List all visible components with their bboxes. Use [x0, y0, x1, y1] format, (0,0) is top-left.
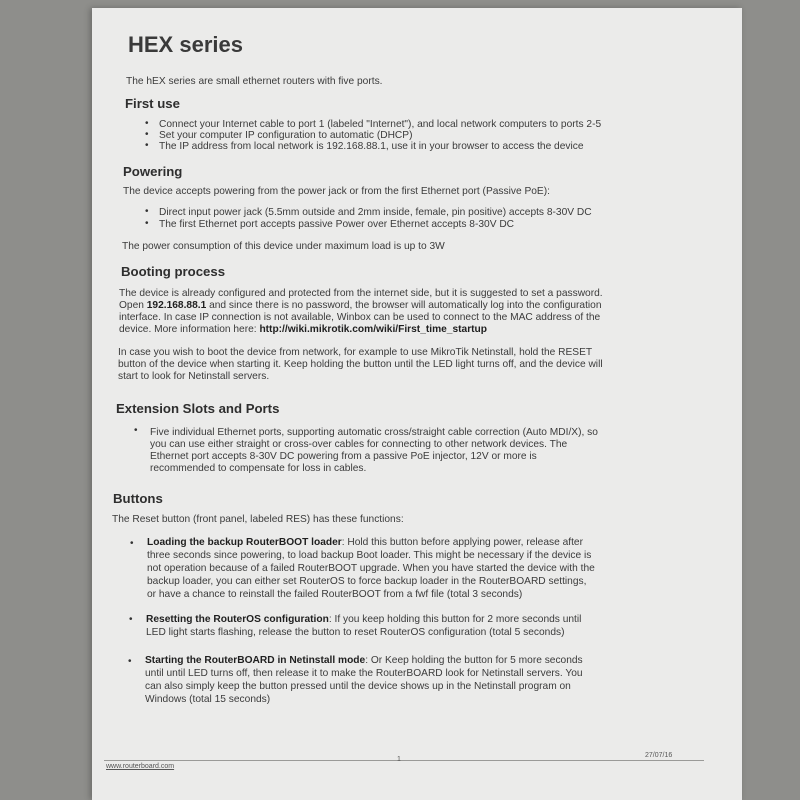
button-function-line: not operation because of a failed RouterBOOT upgrade. When you have started the device with the	[147, 563, 595, 574]
booting-line: device. More information here: http://wiki.mikrotik.com/wiki/First_time_startup	[119, 324, 488, 335]
extension-line: Five individual Ethernet ports, supporting automatic cross/straight cable correction (Auto MDI/X), so	[150, 427, 598, 438]
booting-line: In case you wish to boot the device from network, for example to use MikroTik Netinstall, hold the RESET	[118, 347, 593, 358]
button-function-line: Windows (total 15 seconds)	[145, 694, 271, 705]
button-function-line: Resetting the RouterOS configuration: If you keep holding this button for 2 more seconds until	[146, 614, 582, 625]
extension-line: recommended to compensate for loss in cables.	[150, 463, 367, 474]
bullet-icon: •	[129, 614, 133, 625]
button-function-line: LED light starts flashing, release the button to reset RouterOS configuration (total 5 seconds)	[146, 627, 565, 638]
footer-site: www.routerboard.com	[106, 763, 175, 770]
powering-heading: Powering	[123, 164, 183, 179]
button-function-line: or have a chance to reinstall the failed RouterBOOT from a fwf file (total 3 seconds)	[147, 589, 523, 600]
first-use-bullet: Set your computer IP configuration to automatic (DHCP)	[159, 130, 413, 141]
bullet-icon: •	[145, 118, 149, 129]
footer-date: 27/07/16	[645, 752, 673, 759]
button-function-line: until until LED turns off, then release it to make the RouterBOARD look for Netinstall servers. You	[145, 668, 583, 679]
booting-line: button of the device when starting it. Keep holding the button until the LED light turns off, and the device will	[118, 359, 603, 370]
bullet-icon: •	[130, 538, 134, 549]
first-use-bullet: Connect your Internet cable to port 1 (labeled "Internet"), and local network computers to ports 2-5	[159, 119, 602, 130]
first-use-heading: First use	[125, 96, 180, 111]
booting-line: interface. In case IP connection is not available, Winbox can be used to connect to the MAC address of the	[119, 312, 601, 323]
powering-note: The power consumption of this device under maximum load is up to 3W	[122, 241, 445, 252]
button-function-line: three seconds since powering, to load backup Boot loader. This might be necessary if the device is	[147, 550, 592, 561]
button-function-line: backup loader, you can either set RouterOS to force backup loader in the RouterBOARD settings,	[147, 576, 587, 587]
document-page	[92, 8, 742, 800]
buttons-intro: The Reset button (front panel, labeled RES) has these functions:	[112, 514, 404, 525]
function-title: Resetting the RouterOS configuration	[146, 614, 329, 625]
first-use-bullet: The IP address from local network is 192.168.88.1, use it in your browser to access the device	[159, 141, 584, 152]
buttons-heading: Buttons	[113, 491, 163, 506]
intro-text: The hEX series are small ethernet routers with five ports.	[126, 76, 383, 87]
function-title: Starting the RouterBOARD in Netinstall mode	[145, 655, 366, 666]
ip-address-text: 192.168.88.1	[146, 300, 207, 311]
bullet-icon: •	[145, 140, 149, 151]
bullet-icon: •	[134, 425, 138, 436]
booting-heading: Booting process	[121, 264, 226, 279]
extension-heading: Extension Slots and Ports	[116, 401, 280, 416]
powering-bullet: The first Ethernet port accepts passive Power over Ethernet accepts 8-30V DC	[159, 219, 515, 230]
bullet-icon: •	[145, 206, 149, 217]
bullet-icon: •	[145, 129, 149, 140]
extension-line: Ethernet port accepts 8-30V DC powering from a passive PoE injector, 12V or more is	[150, 451, 537, 462]
booting-line: start to look for Netinstall servers.	[118, 371, 270, 382]
powering-intro: The device accepts powering from the power jack or from the first Ethernet port (Passive PoE):	[123, 186, 550, 197]
footer-page-number: 1	[397, 756, 401, 763]
button-function-line: Starting the RouterBOARD in Netinstall mode: Or Keep holding the button for 5 more seconds	[145, 655, 583, 666]
button-function-line: can also simply keep the button pressed until the device shows up in the Netinstall program on	[145, 681, 571, 692]
powering-bullet: Direct input power jack (5.5mm outside and 2mm inside, female, pin positive) accepts 8-30V DC	[159, 207, 592, 218]
bullet-icon: •	[128, 656, 132, 667]
document-title: HEX series	[128, 32, 243, 57]
footer-rule	[104, 760, 704, 761]
booting-line: The device is already configured and protected from the internet side, but it is suggested to set a password.	[119, 288, 603, 299]
extension-line: you can use either straight or cross-over cables for connecting to other network devices. The	[150, 439, 568, 450]
booting-line: Open 192.168.88.1 and since there is no password, the browser will automatically log into the configuration	[119, 300, 602, 311]
wiki-link: http://wiki.mikrotik.com/wiki/First_time_startup	[259, 324, 488, 335]
function-title: Loading the backup RouterBOOT loader	[147, 537, 342, 548]
button-function-line: Loading the backup RouterBOOT loader: Hold this button before applying power, release after	[147, 537, 583, 548]
bullet-icon: •	[145, 218, 149, 229]
